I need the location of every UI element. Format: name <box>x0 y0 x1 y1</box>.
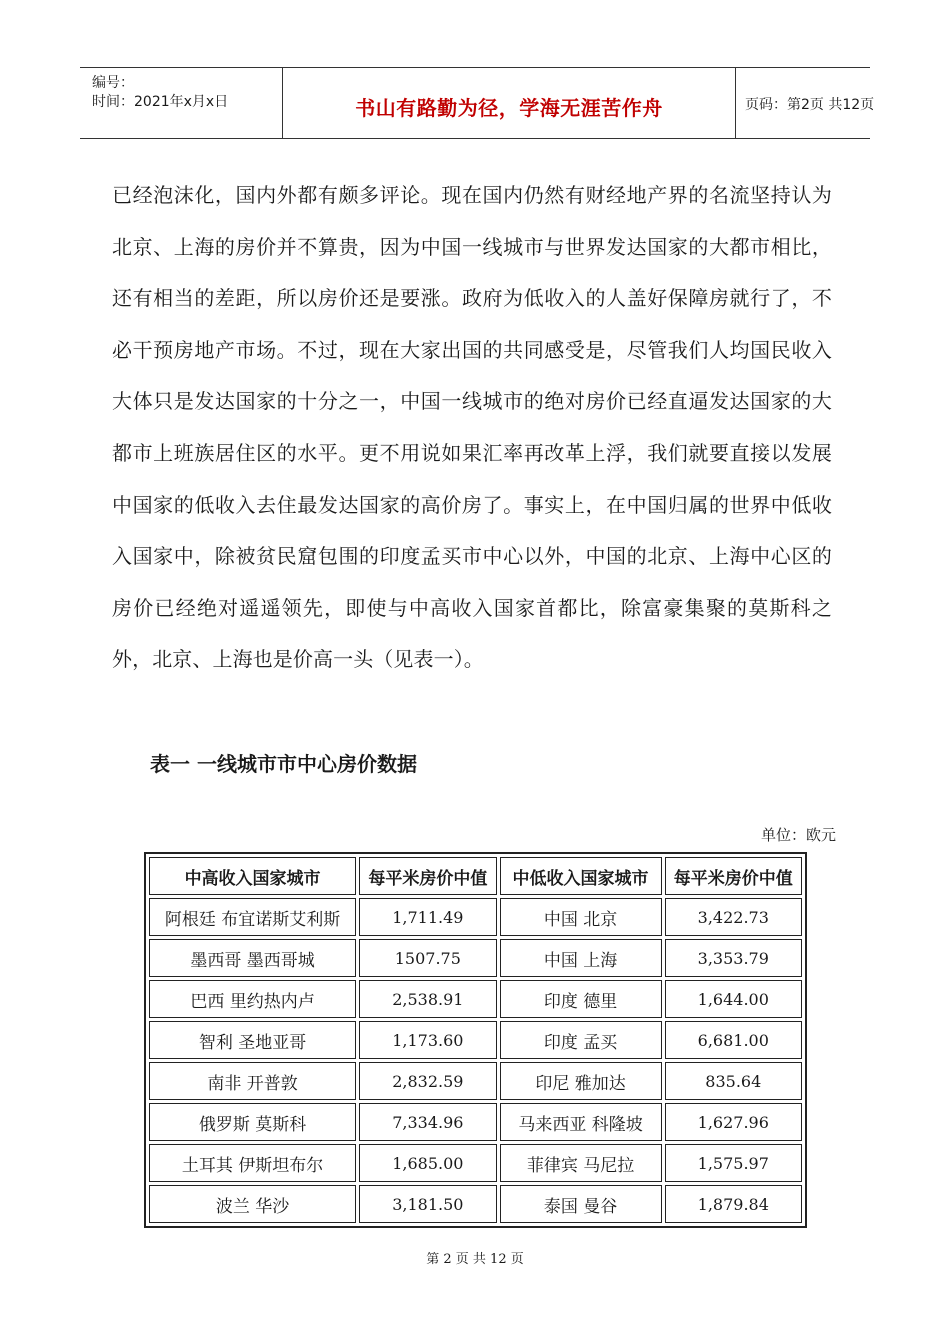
housing-price-table <box>144 852 807 1228</box>
column-header: 中高收入国家城市 <box>149 857 356 895</box>
header-center-cell <box>282 68 736 138</box>
table-cell: 印度 德里 <box>500 980 662 1018</box>
table-cell: 1,575.97 <box>665 1144 802 1182</box>
table-row <box>149 898 802 936</box>
table-cell: 1,173.60 <box>359 1021 496 1059</box>
header-motto: 书山有路勤为径，学海无涯苦作舟 <box>355 96 663 120</box>
table-row <box>149 980 802 1018</box>
table-row <box>149 1103 802 1141</box>
header-page-info: 页码：第2页 共12页 <box>745 97 875 113</box>
table-cell: 阿根廷 布宜诺斯艾利斯 <box>149 898 356 936</box>
document-number-label: 编号： <box>92 75 134 91</box>
table-cell: 波兰 华沙 <box>149 1185 356 1223</box>
header-left-cell <box>80 68 282 138</box>
column-header: 每平米房价中值 <box>359 857 496 895</box>
table-row <box>149 1144 802 1182</box>
table-row <box>149 1021 802 1059</box>
table-cell: 1,711.49 <box>359 898 496 936</box>
table-cell: 1,879.84 <box>665 1185 802 1223</box>
table-cell: 3,353.79 <box>665 939 802 977</box>
table-cell: 中国 北京 <box>500 898 662 936</box>
table-cell: 1,685.00 <box>359 1144 496 1182</box>
body-paragraph: 已经泡沫化，国内外都有颇多评论。现在国内仍然有财经地产界的名流坚持认为北京、上海的房价并不算贵，因为中国一线城市与世界发达国家的大都市相比，还有相当的差距，所以房价还是要涨。政府为低收入的人盖好保障房就行了，不必干预房地产市场。不过，现在大家出国的共同感受是，尽管我们人均国民收入大体只是发达国家的十分之一，中国一线城市的绝对房价已经直逼发达国家的大都市上班族居住区的水平。更不用说如果汇率再改革上浮，我们就要直接以发展中国家的低收入去住最发达国家的高价房了。事实上，在中国归属的世界中低收入国家中，除被贫民窟包围的印度孟买市中心以外，中国的北京、上海中心区的房价已经绝对遥遥领先，即使与中高收入国家首都比，除富豪集聚的莫斯科之外，北京、上海也是价高一头（见表一）。 <box>112 183 832 672</box>
document-time-label: 时间：2021年x月x日 <box>92 94 229 110</box>
table-cell: 智利 圣地亚哥 <box>149 1021 356 1059</box>
table-caption: 表一 一线城市市中心房价数据 <box>150 752 417 776</box>
table-cell: 泰国 曼谷 <box>500 1185 662 1223</box>
table-cell: 印尼 雅加达 <box>500 1062 662 1100</box>
table-cell: 1,644.00 <box>665 980 802 1018</box>
table-cell: 2,832.59 <box>359 1062 496 1100</box>
page-footer: 第 2 页 共 12 页 <box>426 1252 524 1267</box>
table-header-row <box>149 857 802 895</box>
table-cell: 中国 上海 <box>500 939 662 977</box>
table-cell: 6,681.00 <box>665 1021 802 1059</box>
table-cell: 835.64 <box>665 1062 802 1100</box>
table-cell: 2,538.91 <box>359 980 496 1018</box>
table-row <box>149 939 802 977</box>
table-cell: 3,181.50 <box>359 1185 496 1223</box>
table-cell: 1507.75 <box>359 939 496 977</box>
column-header: 每平米房价中值 <box>665 857 802 895</box>
table-cell: 马来西亚 科隆坡 <box>500 1103 662 1141</box>
table-cell: 俄罗斯 莫斯科 <box>149 1103 356 1141</box>
table-unit-label: 单位：欧元 <box>760 826 836 844</box>
header-right-cell <box>735 68 875 138</box>
table-cell: 菲律宾 马尼拉 <box>500 1144 662 1182</box>
table-cell: 7,334.96 <box>359 1103 496 1141</box>
document-header <box>80 67 875 139</box>
table-row <box>149 1062 802 1100</box>
table-cell: 南非 开普敦 <box>149 1062 356 1100</box>
table-cell: 墨西哥 墨西哥城 <box>149 939 356 977</box>
table-row <box>149 1185 802 1223</box>
table-cell: 土耳其 伊斯坦布尔 <box>149 1144 356 1182</box>
table-cell: 印度 孟买 <box>500 1021 662 1059</box>
table-cell: 3,422.73 <box>665 898 802 936</box>
column-header: 中低收入国家城市 <box>500 857 662 895</box>
table-cell: 巴西 里约热内卢 <box>149 980 356 1018</box>
table-cell: 1,627.96 <box>665 1103 802 1141</box>
